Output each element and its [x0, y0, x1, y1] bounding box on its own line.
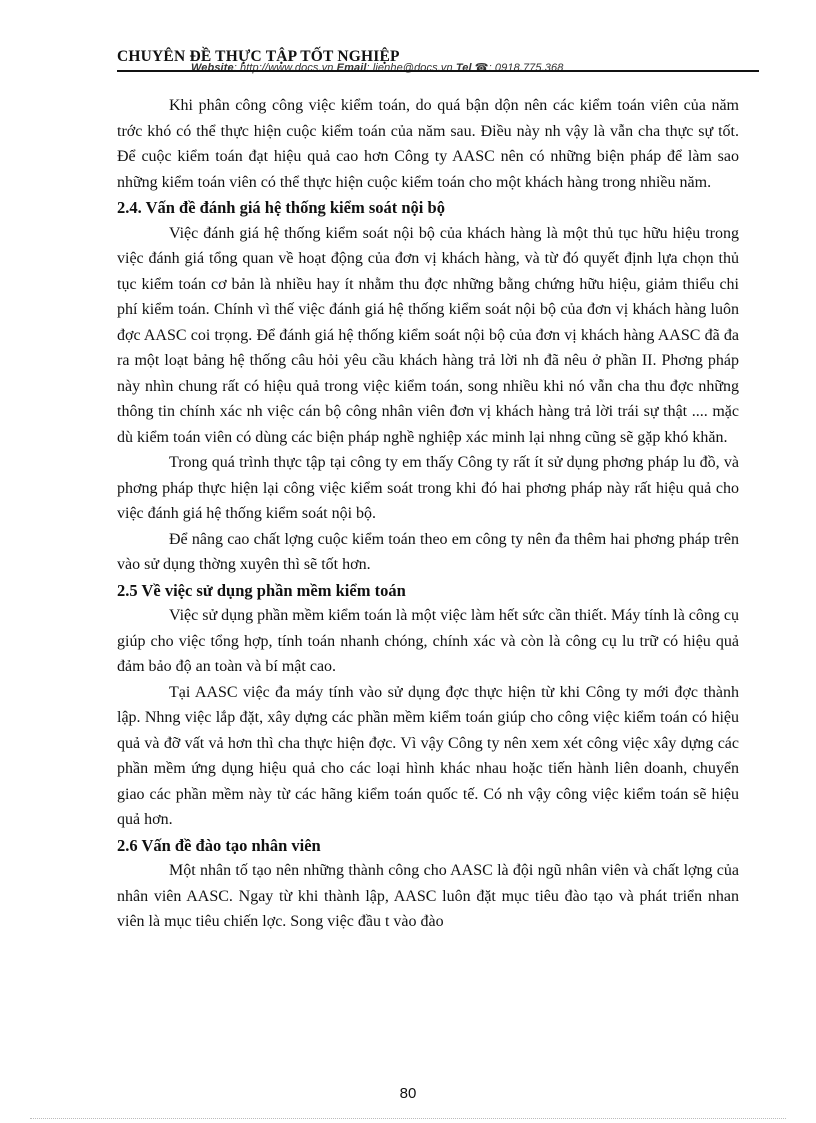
email-label: Email	[336, 62, 367, 74]
header-divider	[117, 70, 759, 72]
website-label: Website	[191, 62, 234, 74]
tel-number: : 0918.775.368	[488, 62, 564, 74]
website-url: : http://www.docs.vn	[233, 62, 334, 74]
paragraph: Việc đánh giá hệ thống kiểm soát nội bộ của khách hàng là một thủ tục hữu hiệu trong việc đánh giá tổng quan về hoạt động của đơn vị khách hàng, và từ đó quyết định lựa chọn thủ tục kiểm toán cơ bản là nhiều hay ít nhằm thu đợc những bằng chứng hữu hiệu, giảm thiểu chi phí kiểm toán. Chính vì thế việc đánh giá hệ thống kiểm soát nội bộ của đơn vị khách hàng luôn đợc AASC coi trọng. Để đánh giá hệ thống kiểm soát nội bộ của đơn vị khách hàng AASC đã đa ra một loạt bảng hệ thống câu hỏi yêu cầu khách hàng trả lời nh đã nêu ở phần II. Phơng pháp này nhìn chung rất có hiệu quả trong việc kiểm toán, song nhiều khi nó vẫn cha thu đợc những thông tin chính xác nh việc cán bộ công nhân viên đơn vị khách hàng trả lời trái sự thật .... mặc dù kiểm toán viên có dùng các biện pháp nghề nghiệp xác minh lại nhng cũng sẽ gặp khó khăn.	[117, 224, 739, 446]
paragraph: Khi phân công công việc kiểm toán, do quá bận dộn nên các kiểm toán viên của năm trớc khó có thể thực hiện cuộc kiểm toán của năm sau. Điều này nh vậy là vẫn cha thực sự tốt. Để cuộc kiểm toán đạt hiệu quả cao hơn Công ty AASC nên có những biện pháp để làm sao những kiểm toán viên có thể thực hiện cuộc kiểm toán cho một khách hàng trong nhiều năm.	[117, 97, 739, 191]
paragraph: Tại AASC việc đa máy tính vào sử dụng đợc thực hiện từ khi Công ty mới đợc thành lập. Nhng việc lắp đặt, xây dựng các phần mềm kiểm toán giúp cho công việc kiểm toán có hiệu quả và đỡ vất vả hơn thì cha thực hiện đợc. Vì vậy Công ty nên xem xét công việc xây dựng các phần mềm ứng dụng hiệu quả cho các loại hình khác nhau hoặc tiến hành liên doanh, chuyển giao các phần mềm này từ các hãng kiểm toán quốc tế. Có nh vậy công việc kiểm toán sẽ hiệu quả hơn.	[117, 683, 739, 828]
email-address: : lienhe@docs.vn	[366, 62, 453, 74]
page-number: 80	[399, 1085, 417, 1102]
section-heading-2-6: 2.6 Vấn đề đào tạo nhân viên	[117, 835, 321, 855]
header-contact-line	[191, 61, 563, 74]
paragraph: Để nâng cao chất lợng cuộc kiểm toán theo em công ty nên đa thêm hai phơng pháp trên vào sử dụng thờng xuyên thì sẽ tốt hơn.	[117, 530, 739, 573]
document-title: CHUYÊN ĐỀ THỰC TẬP TỐT NGHIỆP	[117, 48, 400, 65]
page-header	[117, 48, 759, 78]
document-body	[117, 93, 739, 935]
section-heading-2-4: 2.4. Vấn đề đánh giá hệ thống kiểm soát nội bộ	[117, 198, 445, 217]
paragraph: Việc sử dụng phần mềm kiểm toán là một việc làm hết sức cần thiết. Máy tính là công cụ giúp cho việc tổng hợp, tính toán nhanh chóng, chính xác và còn là công cụ lu trữ có hiệu quả đảm bảo độ an toàn và bí mật cao.	[117, 607, 740, 675]
paragraph: Một nhân tố tạo nên những thành công cho AASC là đội ngũ nhân viên và chất lợng của nhân viên AASC. Ngay từ khi thành lập, AASC luôn đặt mục tiêu đào tạo và phát triển nhan viên là mục tiêu chiến lợc. Song việc đầu t vào đào	[117, 862, 739, 930]
phone-icon: ☎	[474, 62, 489, 74]
tel-label: Tel	[455, 62, 472, 74]
paragraph: Trong quá trình thực tập tại công ty em thấy Công ty rất ít sử dụng phơng pháp lu đồ, và phơng pháp thực hiện lại công việc kiểm soát trong khi đó hai phơng pháp này rất hiệu quả cho việc đánh giá hệ thống kiểm soát nội bộ.	[117, 454, 739, 522]
page-bottom-border	[30, 1118, 786, 1119]
section-heading-2-5: 2.5 Về việc sử dụng phần mềm kiểm toán	[117, 580, 406, 600]
